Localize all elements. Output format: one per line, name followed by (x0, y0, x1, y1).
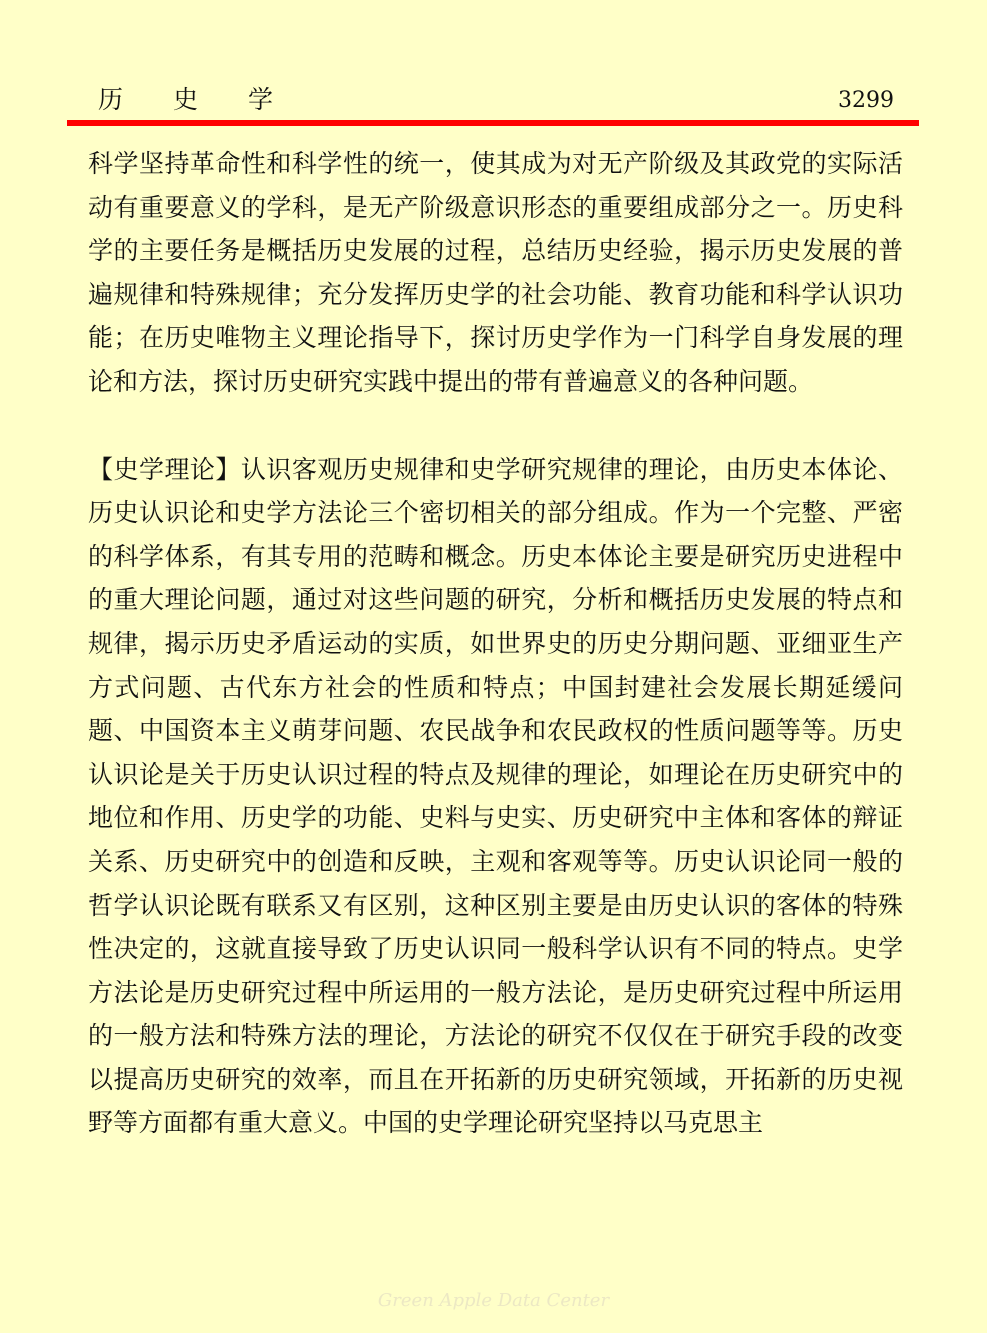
entry-shixue-lilun (88, 448, 903, 1146)
entry-term: 【史学理论】 (88, 454, 241, 484)
paragraph-continuation (88, 142, 903, 404)
body-text (88, 142, 903, 1145)
entry-text: 认识客观历史规律和史学研究规律的理论，由历史本体论、历史认识论和史学方法论三个密切相关的部分组成。作为一个完整、严密的科学体系，有其专用的范畴和概念。历史本体论主要是研究历史进程中的重大理论问题，通过对这些问题的研究，分析和概括历史发展的特点和规律，揭示历史矛盾运动的实质，如世界史的历史分期问题、亚细亚生产方式问题、古代东方社会的性质和特点；中国封建社会发展长期延缓问题、中国资本主义萌芽问题、农民战争和农民政权的性质问题等等。历史认识论是关于历史认识过程的特点及规律的理论，如理论在历史研究中的地位和作用、历史学的功能、史料与史实、历史研究中主体和客体的辩证关系、历史研究中的创造和反映，主观和客观等等。历史认识论同一般的哲学认识论既有联系又有区别，这种区别主要是由历史认识的客体的特殊性决定的，这就直接导致了历史认识同一般科学认识有不同的特点。史学方法论是历史研究过程中所运用的一般方法论，是历史研究过程中所运用的一般方法和特殊方法的理论，方法论的研究不仅仅在于研究手段的改变以提高历史研究的效率，而且在开拓新的历史研究领域，开拓新的历史视野等方面都有重大意义。中国的史学理论研究坚持以马克思主 (88, 454, 903, 1138)
paragraph-text: 科学坚持革命性和科学性的统一，使其成为对无产阶级及其政党的实际活动有重要意义的学科，是无产阶级意识形态的重要组成部分之一。历史科学的主要任务是概括历史发展的过程，总结历史经验，揭示历史发展的普遍规律和特殊规律；充分发挥历史学的社会功能、教育功能和科学认识功能；在历史唯物主义理论指导下，探讨历史学作为一门科学自身发展的理论和方法，探讨历史研究实践中提出的带有普遍意义的各种问题。 (88, 149, 903, 396)
running-title: 历史学 (98, 85, 324, 114)
page-number: 3299 (838, 88, 894, 113)
header-rule (67, 120, 919, 126)
watermark: Green Apple Data Center (377, 1290, 610, 1311)
